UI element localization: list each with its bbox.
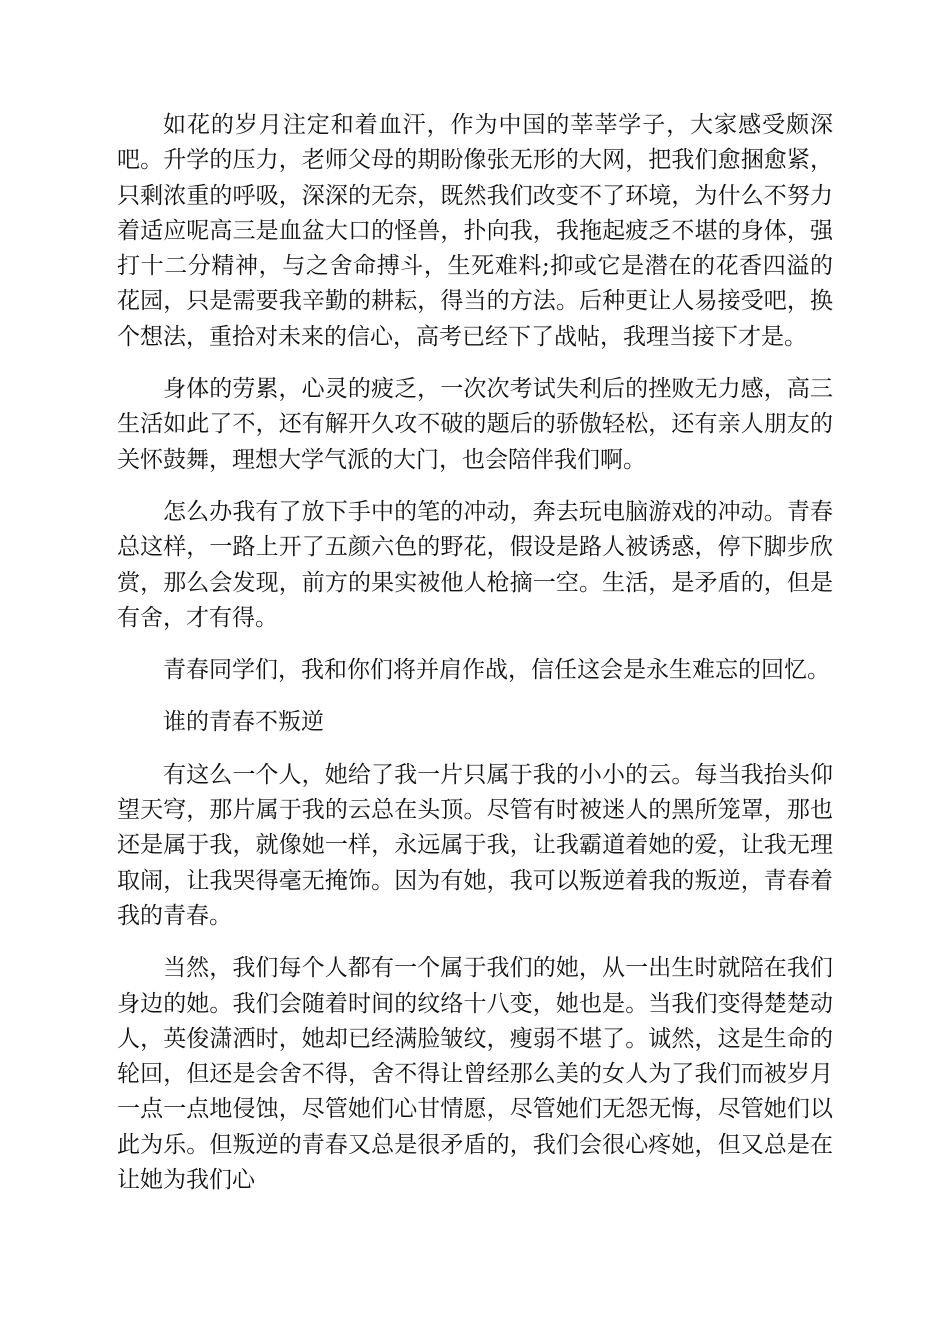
paragraph: [117, 495, 833, 636]
text-line: 未来的信心，高考已经下了战帖，我理当接下才是。: [278, 323, 807, 350]
text-line: 边的她。我们会随着时间的纹络十八变，她也是。当我们变得楚楚动人，: [117, 990, 834, 1052]
text-line: 如花的岁月注定和着血汗，作为中国的莘莘学子，大家感受颇深吧。: [117, 112, 833, 174]
text-line: 活如此了不，还有解开久攻不破的题后的骄傲轻松，还有亲人朋友的关怀: [117, 411, 834, 473]
section-heading: [117, 705, 833, 740]
paragraph: [117, 108, 833, 355]
text-line: 要我辛勤的耕耘，得当的方法。后种更让人易接受吧，换个想法，重拾对: [117, 288, 834, 350]
paragraph: [117, 653, 833, 688]
text-line: 英俊潇洒时，她却已经满脸皱纹，瘦弱不堪了。诚然，这是生命的轮回，: [117, 1025, 834, 1088]
text-line: 这样，一路上开了五颜六色的野花，假设是路人被诱惑，停下脚步欣赏，: [117, 534, 834, 596]
text-line: 当然，我们每个人都有一个属于我们的她，从一出生时就陪在我们身: [117, 955, 833, 1017]
text-line: 地侵蚀，尽管她们心甘情愿，尽管她们无怨无悔，尽管她们以此为乐。但: [117, 1096, 834, 1158]
text-line: 高三是血盆大口的怪兽，扑向我，我拖起疲乏不堪的身体，强打十二分精: [117, 217, 834, 280]
text-line: 但还是会舍不得，舍不得让曾经那么美的女人为了我们而被岁月一点一点: [117, 1061, 834, 1123]
text-line: 怎么办我有了放下手中的笔的冲动，奔去玩电脑游戏的冲动。青春总: [117, 498, 833, 561]
text-line: 让我哭得毫无掩饰。因为有她，我可以叛逆着我的叛逆，青春着我的青: [117, 867, 834, 929]
text-line: 叛逆的青春又总是很矛盾的，我们会很心疼她，但又总是在让她为我们心: [117, 1131, 834, 1194]
text-line: 才有得。: [186, 604, 278, 631]
text-line: 身体的劳累，心灵的疲乏，一次次考试失利后的挫败无力感，高三生: [117, 376, 833, 438]
document-page: [117, 108, 833, 1215]
text-line: 春。: [186, 902, 232, 929]
text-line: 属于我，就像她一样，永远属于我，让我霸道着她的爱，让我无理取闹，: [117, 832, 834, 894]
paragraph: [117, 951, 833, 1198]
text-line: 升学的压力，老师父母的期盼像张无形的大网，把我们愈捆愈紧，只剩浓: [117, 147, 834, 209]
paragraph: [117, 758, 833, 934]
text-line: 那么会发现，前方的果实被他人枪摘一空。生活，是矛盾的，但是有舍，: [117, 569, 834, 631]
text-line: 天穹，那片属于我的云总在头顶。尽管有时被迷人的黑所笼罩，那也还是: [117, 797, 834, 859]
text-line: 神，与之舍命搏斗，生死难料;抑或它是潜在的花香四溢的花园，只是需: [117, 253, 834, 315]
paragraph: [117, 372, 833, 478]
text-line: 鼓舞，理想大学气派的大门，也会陪伴我们啊。: [163, 446, 646, 473]
text-line: 重的呼吸，深深的无奈，既然我们改变不了环境，为什么不努力着适应呢: [117, 182, 834, 244]
text-line: 有这么一个人，她给了我一片只属于我的小小的云。每当我抬头仰望: [117, 761, 833, 824]
text-line: 青春同学们，我和你们将并肩作战，信任这会是永生难忘的回忆。: [163, 657, 830, 684]
text-line: 谁的青春不叛逆: [163, 709, 324, 736]
